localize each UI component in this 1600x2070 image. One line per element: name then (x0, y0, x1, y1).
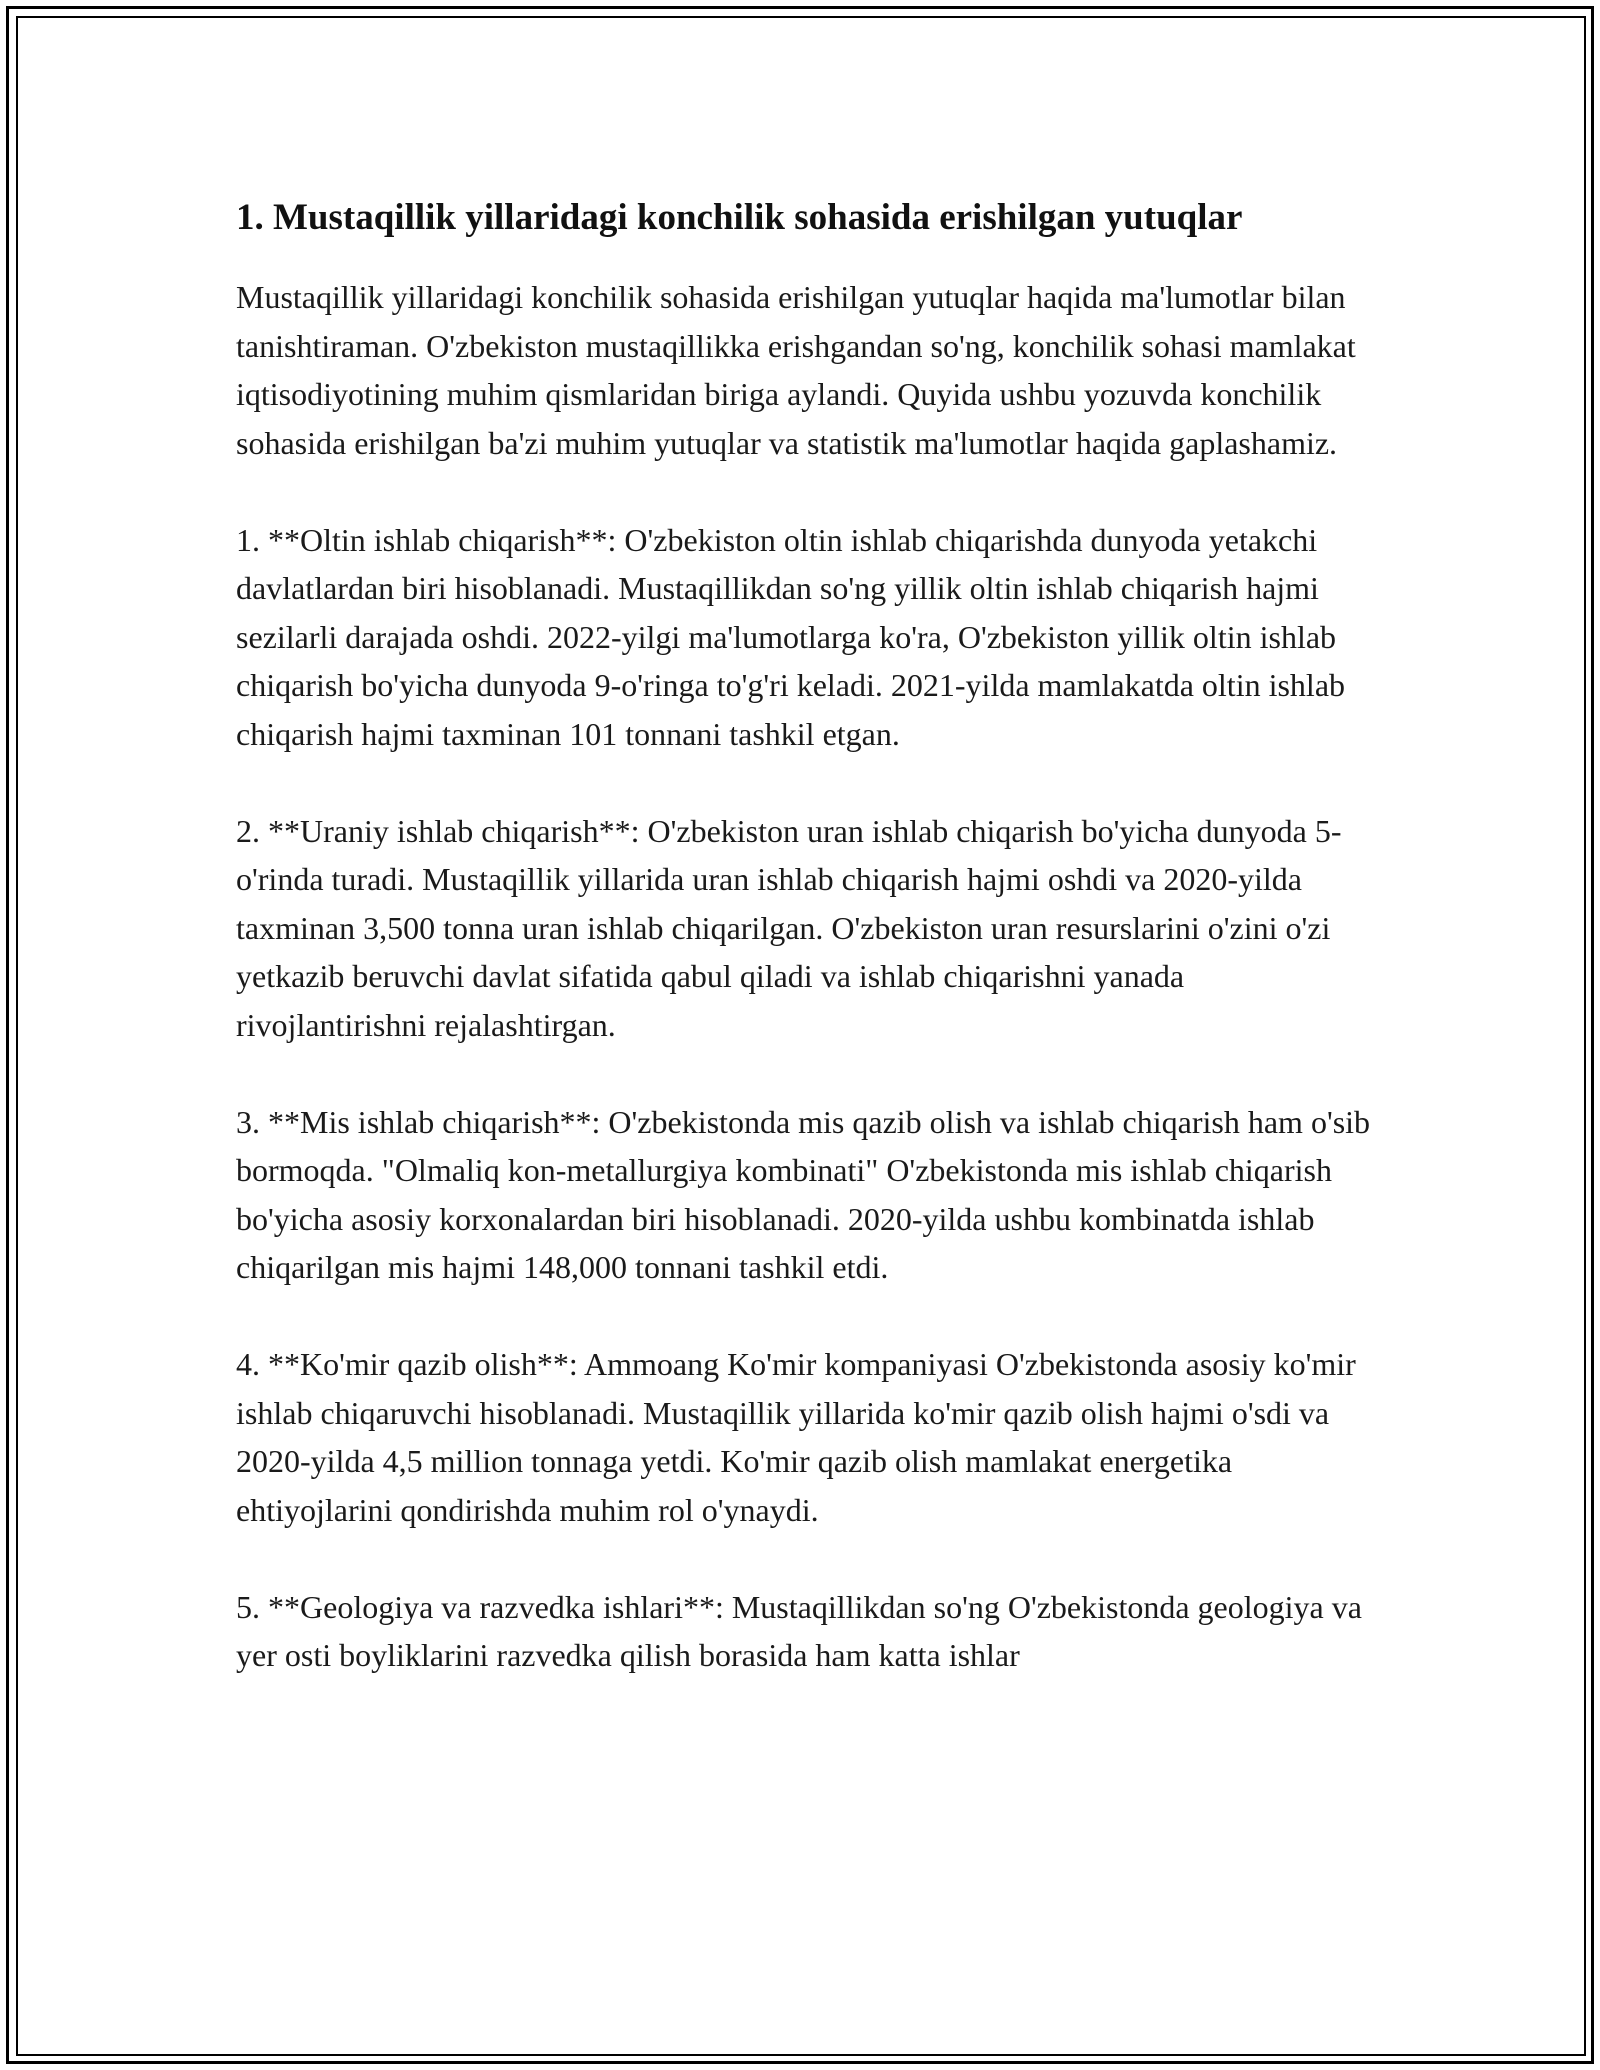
document-title: 1. Mustaqillik yillaridagi konchilik sohasida erishilgan yutuqlar (236, 197, 1243, 238)
gold-production-paragraph: 1. **Oltin ishlab chiqarish**: O'zbekiston oltin ishlab chiqarishda dunyoda yetakchi davlatlardan biri hisoblanadi. Mustaqillikdan so'ng yillik oltin ishlab chiqarish hajmi sezilarli darajada oshdi. 2022-yilgi ma'lumotlarga ko'ra, O'zbekiston yillik oltin ishlab chiqarish bo'yicha dunyoda 9-o'ringa to'g'ri keladi. 2021-yilda mamlakatda oltin ishlab chiqarish hajmi taxminan 101 tonnani tashkil etgan. (236, 521, 1346, 752)
geology-exploration-paragraph: 5. **Geologiya va razvedka ishlari**: Mustaqillikdan so'ng O'zbekistonda geologiya va yer osti boyliklarini razvedka qilish borasida ham katta ishlar (236, 1588, 1362, 1673)
intro-paragraph: Mustaqillik yillaridagi konchilik sohasida erishilgan yutuqlar haqida ma'lumotlar bilan tanishtiraman. O'zbekiston mustaqillikka erishgandan so'ng, konchilik sohasi mamlakat iqtisodiyotining muhim qismlaridan biriga aylandi. Quyida ushbu yozuvda konchilik sohasida erishilgan ba'zi muhim yutuqlar va statistik ma'lumotlar haqida gaplashamiz. (236, 279, 1356, 461)
uranium-production-paragraph: 2. **Uraniy ishlab chiqarish**: O'zbekiston uran ishlab chiqarish bo'yicha dunyoda 5-o'rinda turadi. Mustaqillik yillarida uran ishlab chiqarish hajmi oshdi va 2020-yilda taxminan 3,500 tonna uran ishlab chiqarilgan. O'zbekiston uran resurslarini o'zini o'zi yetkazib beruvchi davlat sifatida qabul qiladi va ishlab chiqarishni yanada rivojlantirishni rejalashtirgan. (236, 812, 1342, 1043)
coal-mining-paragraph: 4. **Ko'mir qazib olish**: Ammoang Ko'mir kompaniyasi O'zbekistonda asosiy ko'mir ishlab chiqaruvchi hisoblanadi. Mustaqillik yillarida ko'mir qazib olish hajmi o'sdi va 2020-yilda 4,5 million tonnaga yetdi. Ko'mir qazib olish mamlakat energetika ehtiyojlarini qondirishda muhim rol o'ynaydi. (236, 1346, 1356, 1528)
copper-production-paragraph: 3. **Mis ishlab chiqarish**: O'zbekistonda mis qazib olish va ishlab chiqarish ham o'sib bormoqda. "Olmaliq kon-metallurgiya kombinati" O'zbekistonda mis ishlab chiqarish bo'yicha asosiy korxonalardan biri hisoblanadi. 2020-yilda ushbu kombinatda ishlab chiqarilgan mis hajmi 148,000 tonnani tashkil etdi. (236, 1103, 1371, 1285)
document-body (236, 190, 1376, 1680)
